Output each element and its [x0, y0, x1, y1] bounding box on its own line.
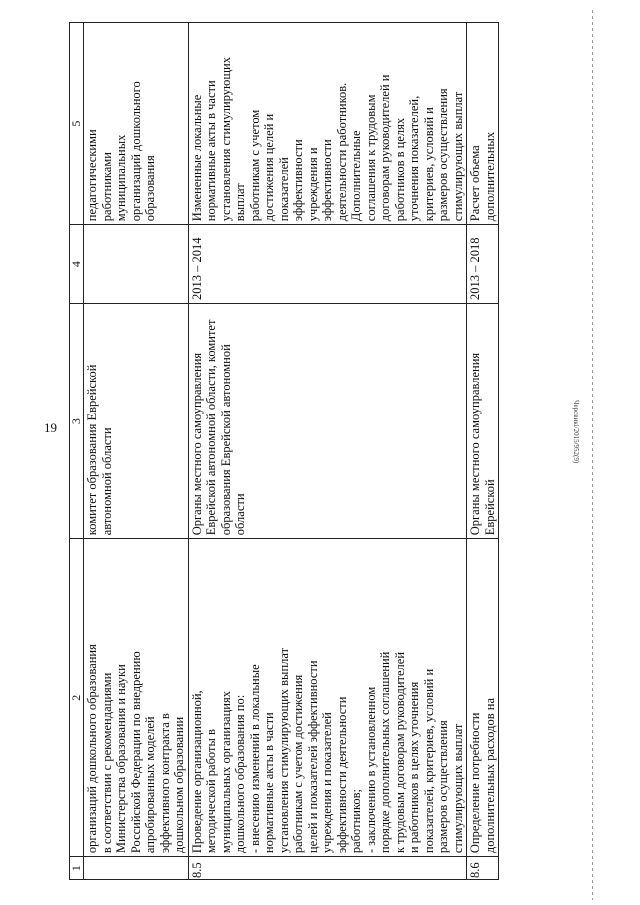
- text-line: эффективности: [291, 139, 305, 222]
- header-col-1: 1: [70, 857, 84, 880]
- text-line: дошкольного образования по:: [233, 694, 247, 854]
- text-line: установления стимулирующих выплат: [218, 57, 247, 222]
- text-line: эффективности деятельности: [334, 696, 349, 854]
- text-line: Министерства образования и науки: [114, 664, 128, 854]
- text-line: эффективного контракта в: [157, 713, 172, 854]
- text-line: Измененные локальные: [189, 94, 204, 222]
- text-line: Российской Федерации по внедрению: [128, 651, 143, 854]
- text-line: критериев, условий и: [421, 107, 436, 222]
- text-line: образования: [143, 155, 157, 222]
- table-row: [188, 23, 467, 880]
- implementation-period: 2013 – 2014: [188, 225, 467, 304]
- text-line: - заключению в установленном: [363, 686, 378, 854]
- text-line: показателей: [276, 157, 291, 222]
- measure-description: [188, 539, 467, 857]
- text-line: размеров осуществления: [436, 88, 450, 222]
- table-row: [467, 23, 499, 880]
- row-number: 8.6: [467, 857, 499, 880]
- header-col-2: 2: [70, 539, 84, 857]
- text-line: муниципальных: [114, 134, 128, 222]
- text-line: стимулирующих выплат: [450, 91, 465, 222]
- responsible-executors: Органы местного самоуправления Еврейской: [467, 304, 499, 539]
- text-line: показателей, критериев, условий и: [421, 668, 436, 854]
- implementation-period: 2013 – 2018: [467, 225, 499, 304]
- row-number: [84, 857, 189, 880]
- responsible-executors: Органы местного самоуправления Еврейской автономной области, комитет образования Еврейской автономной области: [188, 304, 467, 539]
- text-line: Расчет объема: [468, 145, 482, 222]
- text-line: установления стимулирующих выплат: [276, 647, 291, 854]
- text-line: нормативные акты в части: [262, 712, 276, 854]
- header-col-4: 4: [70, 225, 84, 304]
- text-line: педагогическими: [85, 129, 99, 222]
- text-line: работникам с учетом: [247, 109, 262, 222]
- footer-code-text: Черсвикі/2015/952(9): [572, 400, 580, 464]
- text-line: организаций дошкольного образования: [85, 644, 99, 854]
- expected-results: [467, 23, 499, 225]
- text-line: порядке дополнительных соглашений: [378, 651, 392, 854]
- text-line: деятельности работников.: [334, 82, 349, 222]
- text-line: целей и показателей эффективности: [305, 660, 320, 854]
- text-line: работниками: [99, 152, 114, 222]
- text-line: работников;: [349, 788, 363, 854]
- document-footer-code: [572, 400, 592, 464]
- text-line: Определение потребности: [468, 712, 482, 854]
- page-number: 19: [44, 420, 57, 435]
- text-line: нормативные акты в части: [204, 80, 218, 222]
- measure-description: [467, 539, 499, 857]
- text-line: эффективности: [320, 139, 334, 222]
- header-col-5: 5: [70, 23, 84, 225]
- text-line: работников в целях: [392, 117, 407, 222]
- text-line: дошкольном образовании: [172, 716, 186, 854]
- table-row: [84, 23, 189, 880]
- responsible-executors: комитет образования Еврейской автономной области: [84, 304, 189, 539]
- text-line: к трудовым договорам руководителей: [392, 651, 407, 854]
- text-line: работникам с учетом достижения: [291, 674, 305, 854]
- text-line: достижения целей и: [262, 113, 276, 222]
- text-line: соглашения к трудовым: [363, 94, 378, 222]
- text-line: апробированных моделей: [143, 716, 157, 854]
- margin-rule: [592, 10, 593, 900]
- implementation-period: [84, 225, 189, 304]
- text-line: Дополнительные: [349, 130, 363, 222]
- header-col-3: 3: [70, 304, 84, 539]
- text-line: учреждения и показателей: [320, 712, 334, 854]
- text-line: в соответствии с рекомендациями: [99, 672, 114, 854]
- expected-results: [84, 23, 189, 225]
- expected-results: [188, 23, 467, 225]
- rotated-table-container: [69, 22, 549, 880]
- text-line: организаций дошкольного: [128, 81, 143, 222]
- activities-table: [69, 22, 499, 880]
- text-line: Проведение организационной,: [189, 690, 204, 854]
- text-line: муниципальных организациях: [218, 691, 233, 854]
- measure-description: [84, 539, 189, 857]
- text-line: стимулирующих выплат: [450, 723, 465, 854]
- table-header-row: [70, 23, 84, 880]
- text-line: размеров осуществления: [436, 720, 450, 854]
- text-line: уточнения показателей,: [407, 95, 421, 222]
- text-line: дополнительных расходов на: [482, 697, 497, 854]
- row-number: 8.5: [188, 857, 467, 880]
- text-line: дополнительных: [482, 131, 497, 222]
- text-line: договорам руководителей и: [378, 74, 392, 222]
- text-line: методической работы в: [204, 729, 218, 854]
- text-line: учреждения и: [305, 147, 320, 222]
- text-line: - внесению изменений в локальные: [247, 664, 262, 854]
- text-line: и работников в целях уточнения: [407, 681, 421, 854]
